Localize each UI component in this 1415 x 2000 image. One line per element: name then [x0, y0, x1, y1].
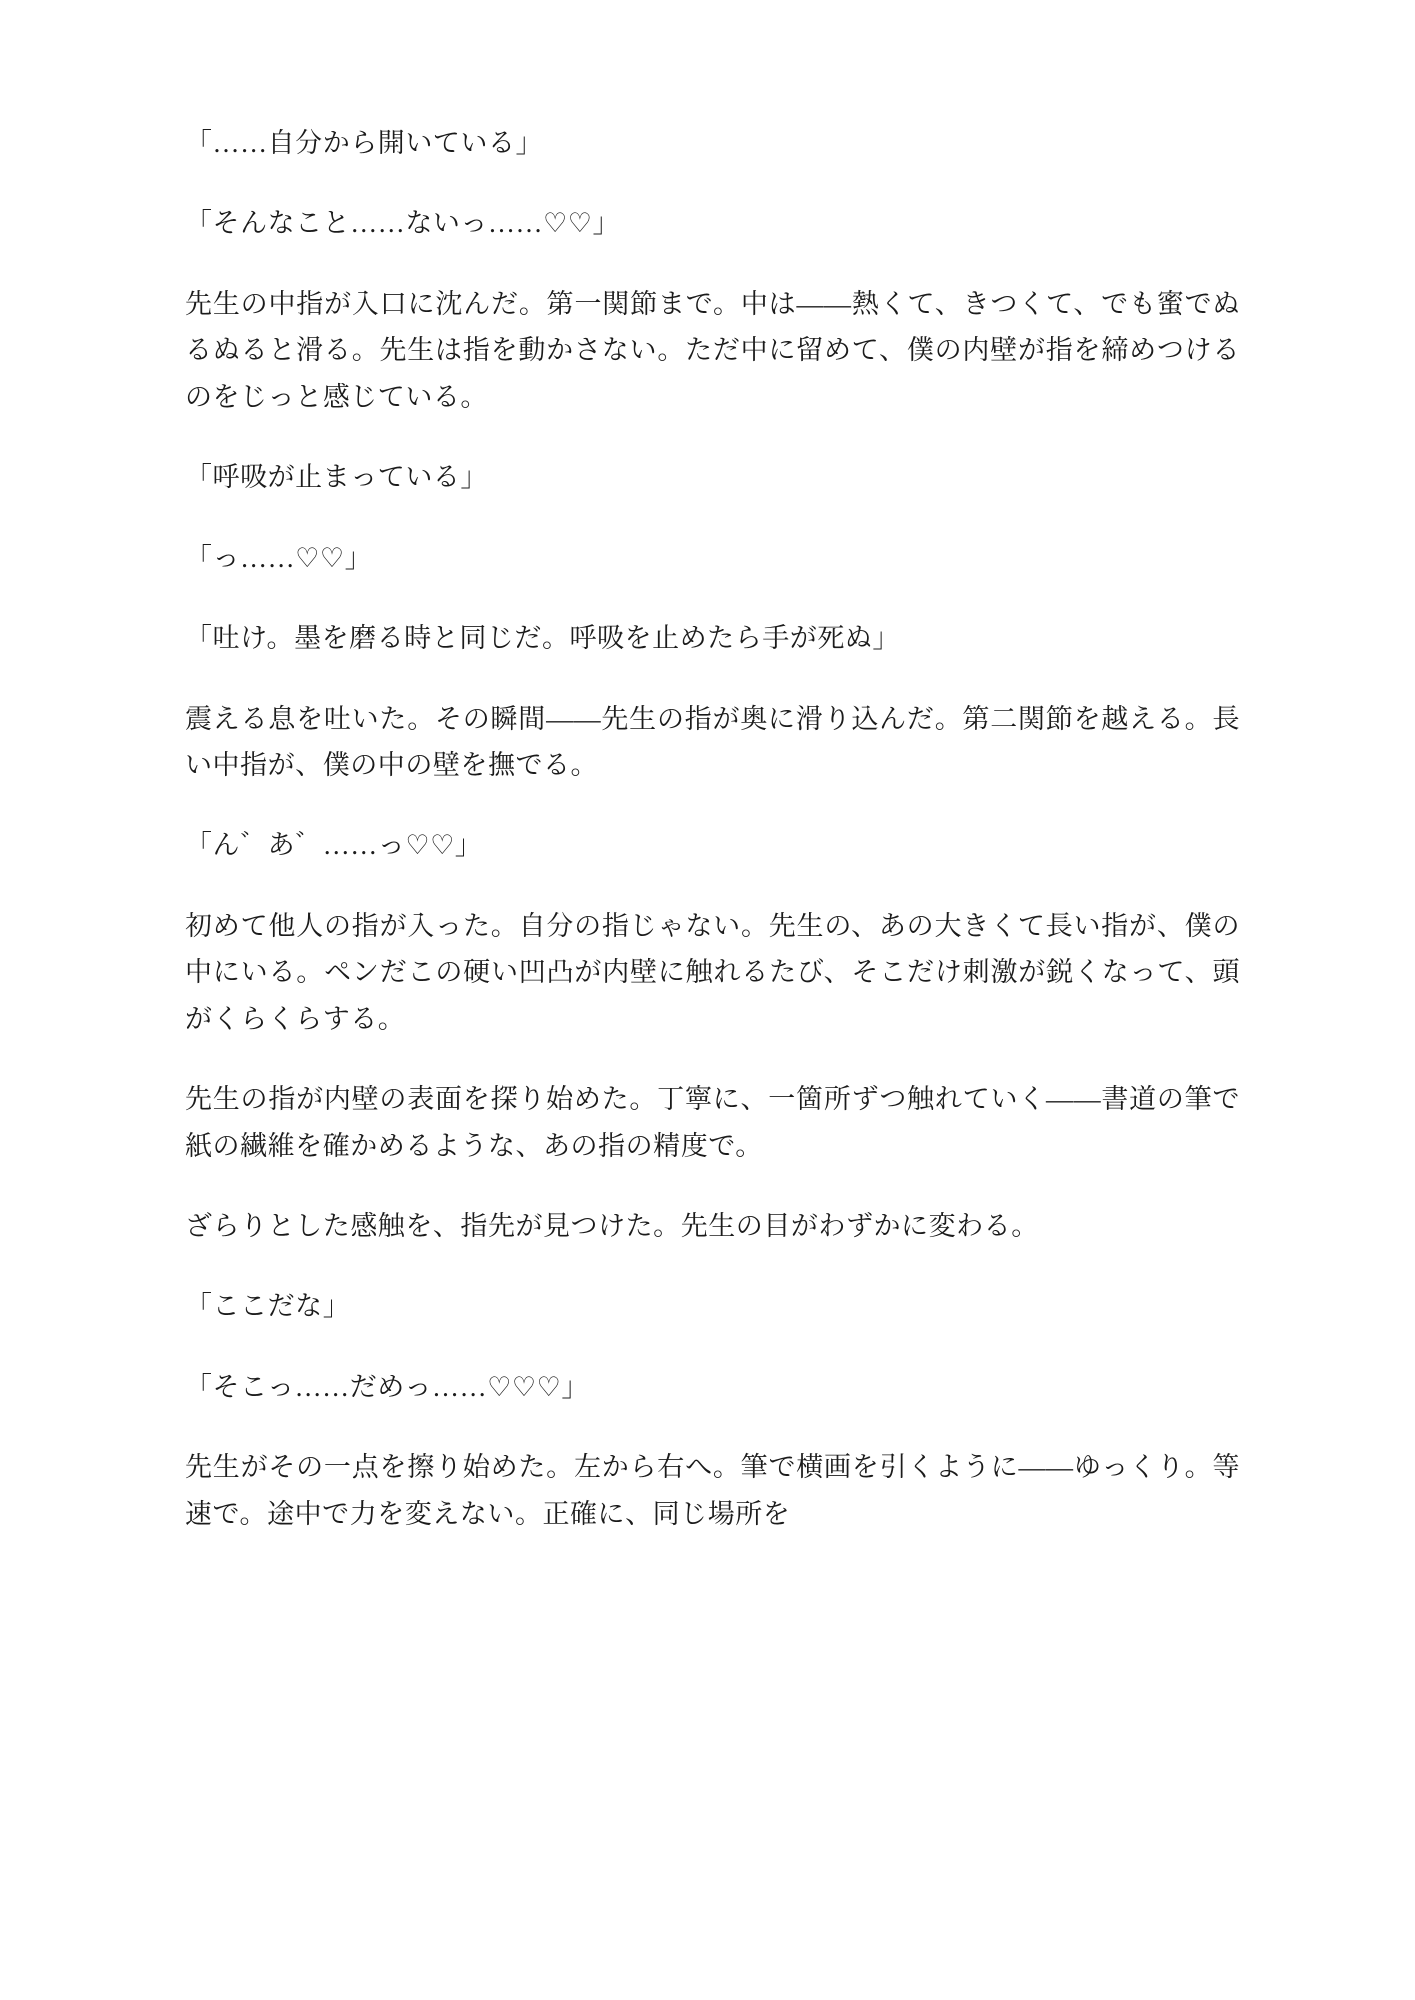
paragraph: 「吐け。墨を磨る時と同じだ。呼吸を止めたら手が死ぬ」 — [185, 623, 900, 654]
paragraph: 「そこっ……だめっ……♡♡♡」 — [185, 1371, 589, 1402]
paragraph: 「ここだな」 — [185, 1291, 351, 1322]
paragraph: 「ん゛あ゛……っ♡♡」 — [185, 830, 483, 861]
paragraph: 初めて他人の指が入った。自分の指じゃない。先生の、あの大きくて長い指が、僕の中にいる。ペンだこの硬い凹凸が内壁に触れるたび、そこだけ刺激が鋭くなって、頭がくらくらする。 — [185, 910, 1240, 1034]
paragraph: 震える息を吐いた。その瞬間――先生の指が奥に滑り込んだ。第二関節を越える。長い中指が、僕の中の壁を撫でる。 — [185, 703, 1240, 780]
paragraph: 「……自分から開いている」 — [185, 128, 544, 158]
paragraph: 「っ……♡♡」 — [185, 542, 373, 573]
paragraph: 「そんなこと……ないっ……♡♡」 — [185, 208, 621, 239]
paragraph: 先生の指が内壁の表面を探り始めた。丁寧に、一箇所ずつ触れていく――書道の筆で紙の繊維を確かめるような、あの指の精度で。 — [185, 1084, 1240, 1161]
paragraph: 「呼吸が止まっている」 — [185, 462, 488, 493]
document-body — [185, 120, 1240, 1537]
paragraph: 先生がその一点を擦り始めた。左から右へ。筆で横画を引くように――ゆっくり。等速で。途中で力を変えない。正確に、同じ場所を — [185, 1452, 1240, 1529]
paragraph: 先生の中指が入口に沈んだ。第一関節まで。中は――熱くて、きつくて、でも蜜でぬるぬると滑る。先生は指を動かさない。ただ中に留めて、僕の内壁が指を締めつけるのをじっと感じている。 — [185, 288, 1240, 412]
paragraph: ざらりとした感触を、指先が見つけた。先生の目がわずかに変わる。 — [185, 1211, 1039, 1241]
